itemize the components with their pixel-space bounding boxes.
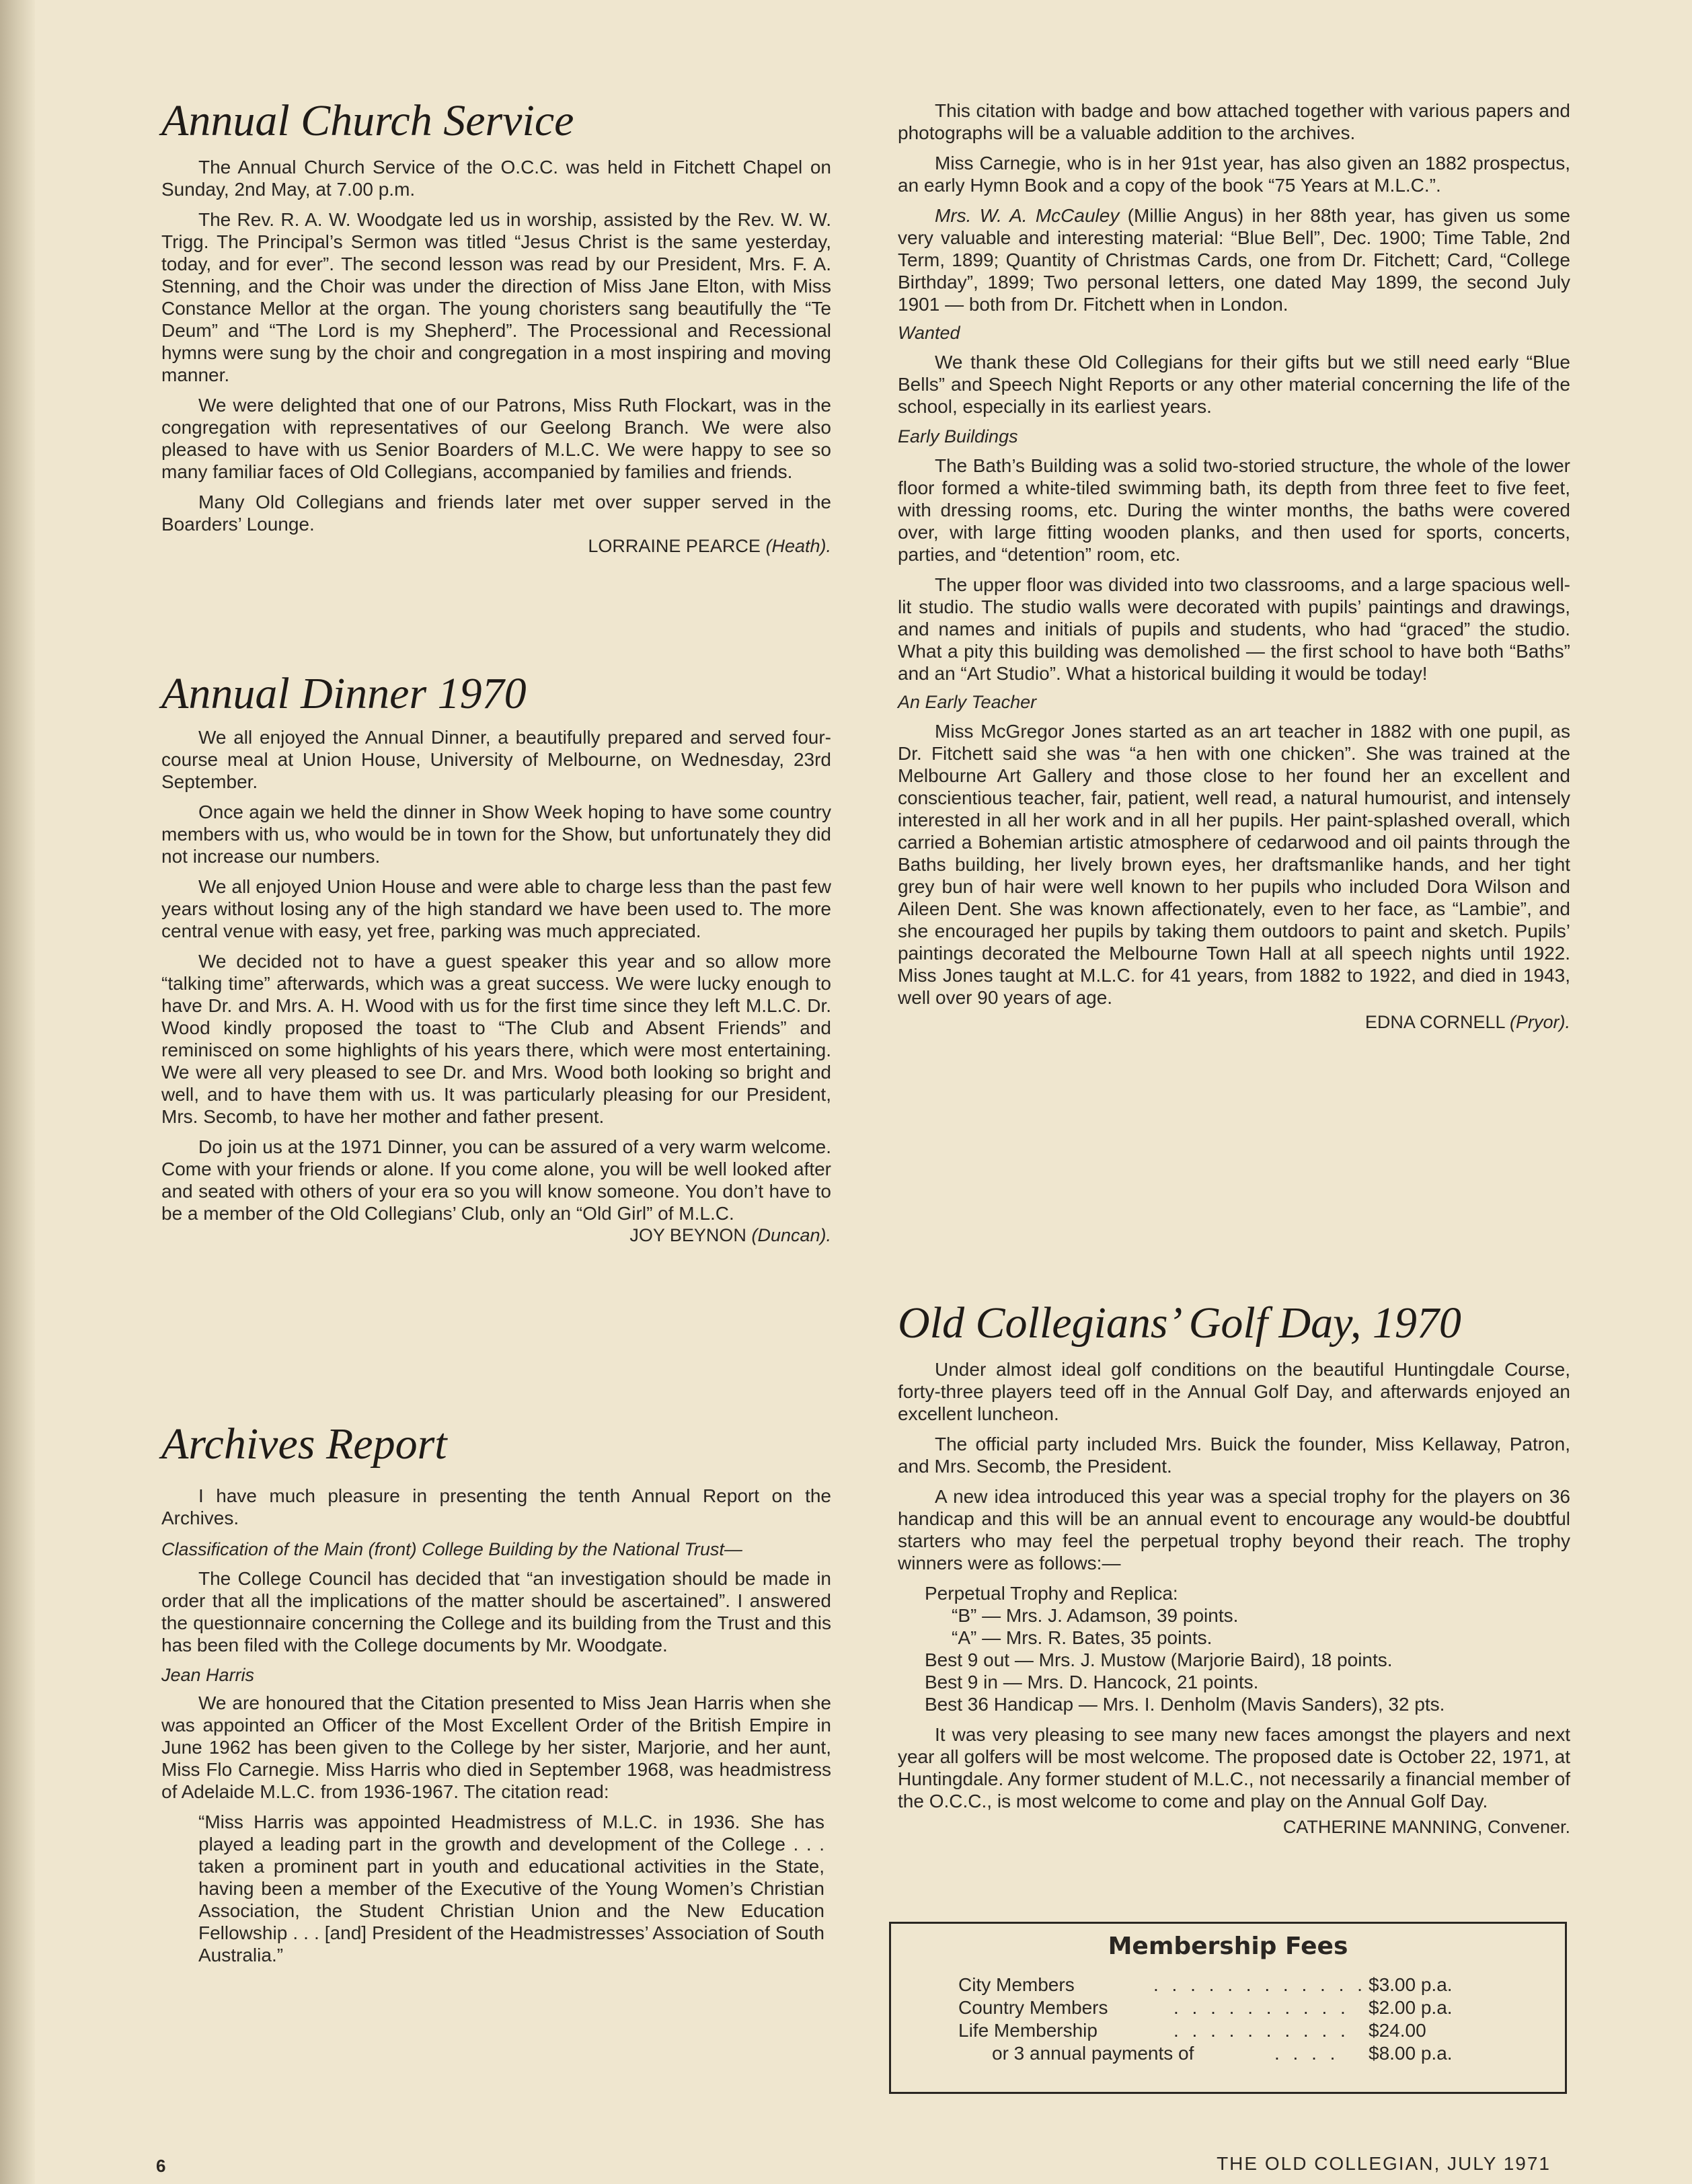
membership-fees-box — [889, 1922, 1567, 2094]
fee-leader-dots: . . . . . . . . . . . . — [1153, 1974, 1367, 1995]
early-buildings-para-2: The upper floor was divided into two classrooms, and a large spacious well-lit studio. The studio walls were decorated with pupils’ paintings and drawings, and names and initials of pupils and students, who had “graced” the studio. What a pity this building was demolished — the first school to have both “Baths” and an “Art Studio”. What a historical building it would be today! — [898, 574, 1570, 684]
wanted-para: We thank these Old Collegians for their gifts but we still need early “Blue Bells” and Speech Night Reports or any other material concerning the life of the school, especially in its earliest years. — [898, 352, 1570, 417]
fee-leader-dots: . . . . . . . . . . — [1174, 1997, 1350, 2018]
fee-row-installments — [958, 2042, 1496, 2065]
fee-leader-dots: . . . . — [1274, 2043, 1340, 2064]
winner-line: Best 9 in — Mrs. D. Hancock, 21 points. — [925, 1672, 1259, 1692]
archives-signature-maiden: (Pryor). — [1510, 1012, 1570, 1032]
fee-label: Country Members — [958, 1997, 1108, 2018]
running-footer: THE OLD COLLEGIAN, JULY 1971 — [1217, 2153, 1551, 2174]
fee-amount: $24.00 — [1369, 2020, 1426, 2041]
archives-para-1: I have much pleasure in presenting the tenth Annual Report on the Archives. — [161, 1485, 831, 1528]
archives-cont-para-3 — [898, 204, 1570, 315]
golf-para-1: Under almost ideal golf conditions on the beautiful Huntingdale Course, forty-three players teed off in the Annual Golf Day, and afterwards enjoyed an excellent luncheon. — [898, 1359, 1570, 1424]
dinner-para-3: We all enjoyed Union House and were able to charge less than the past few years without losing any of the high standard we have been used to. The more central venue with easy, yet free, parking was much appreciated. — [161, 876, 831, 941]
golf-para-3: A new idea introduced this year was a special trophy for the players on 36 handicap and this will be an annual event to encourage any would-be doubtful starters who may feel the perpetual trophy beyond their reach. The trophy winners were as follows:— — [898, 1486, 1570, 1573]
archives-report-heading: Archives Report — [161, 1419, 447, 1469]
early-teacher-para: Miss McGregor Jones started as an art teacher in 1882 with one pupil, as Dr. Fitchett said she was “a hen with one chicken”. She was trained at the Melbourne Art Gallery and those close to her found her an excellent and conscientious teacher, fair, patient, well read, a natural humourist, and intensely interested in all her work and in all her pupils. Her paint-splashed overall, which carried a Bohemian artistic atmosphere of cedarwood and oil paints through the Baths building, her lively brown eyes, her draftsmanlike hands, and her tight grey bun of hair were well known to her pupils who included Dora Wilson and Aileen Dent. She was known affectionately, even to her face, as “Lambie”, and she encouraged her pupils by taking them outdoors to paint and sketch. Pupils’ paintings decorated the Melbourne Town Hall at all speech nights until 1922. Miss Jones taught at M.L.C. for 41 years, from 1882 to 1922, and died in 1943, well over 90 years of age. — [898, 721, 1570, 1008]
archives-para-3: We are honoured that the Citation presented to Miss Jean Harris when she was appointed an Officer of the Most Excellent Order of the British Empire in June 1962 has been given to the College by her sister, Marjorie, and her aunt, Miss Flo Carnegie. Miss Harris who died in September 1968, was headmistress of Adelaide M.L.C. from 1936-1967. The citation read: — [161, 1692, 831, 1802]
dinner-signature-maiden: (Duncan). — [751, 1225, 831, 1245]
church-para-4: Many Old Collegians and friends later met over supper served in the Boarders’ Lounge. — [161, 492, 831, 535]
page-binding-edge — [0, 0, 35, 2184]
fee-label: City Members — [958, 1974, 1075, 1995]
church-signature-maiden: (Heath). — [765, 536, 831, 556]
fee-row-life — [958, 2019, 1496, 2042]
mccauley-name: Mrs. W. A. McCauley — [935, 205, 1120, 226]
dinner-para-2: Once again we held the dinner in Show Week hoping to have some country members with us, who would be in town for the Show, but unfortunately they did not increase our numbers. — [161, 802, 831, 867]
fee-amount: $3.00 p.a. — [1369, 1974, 1453, 1995]
golf-day-heading: Old Collegians’ Golf Day, 1970 — [898, 1298, 1461, 1348]
archives-cont-para-1: This citation with badge and bow attached together with various papers and photographs will be a valuable addition to the archives. — [898, 100, 1570, 143]
page-number: 6 — [156, 2156, 166, 2176]
dinner-para-5: Do join us at the 1971 Dinner, you can be assured of a very warm welcome. Come with your friends or alone. If you come alone, you will be well looked after and seated with others of your era so you will know someone. You don’t have to be a member of the Old Collegians’ Club, only an “Old Girl” of M.L.C. — [161, 1136, 831, 1224]
winner-line: Best 9 out — Mrs. J. Mustow (Marjorie Baird), 18 points. — [925, 1649, 1393, 1670]
archives-continued — [898, 100, 1570, 1034]
membership-fees-title: Membership Fees — [1108, 1933, 1348, 1960]
archives-signature — [898, 1011, 1570, 1034]
mccauley-text: (Millie Angus) in her 88th year, has given us some very valuable and interesting material: “Blue Bell”, Dec. 1900; Time Table, 2nd Term, 1899; Quantity of Christmas Cards, one from Dr. Fitchett; Card, “College Birthday”, 1899; Two personal letters, one dated May 1899, the second July 1901 — both from Dr. Fitchett when in London. — [898, 205, 1570, 315]
fee-row-city — [958, 1974, 1496, 1996]
winner-line: “A” — Mrs. R. Bates, 35 points. — [952, 1627, 1213, 1648]
early-teacher-subheading: An Early Teacher — [898, 692, 1037, 712]
archives-signature-name: EDNA CORNELL — [1364, 1012, 1505, 1032]
dinner-para-4: We decided not to have a guest speaker this year and so allow more “talking time” afterwards, which was a great success. We were lucky enough to have Dr. and Mrs. A. H. Wood with us for the first time since they left M.L.C. Dr. Wood kindly proposed the toast to “The Club and Absent Friends” and reminisced on some highlights of his years there, which were most entertaining. We were all very pleased to see Dr. and Mrs. Wood both looking so bright and well, and to have them with us. It was particularly pleasing for our President, Mrs. Secomb, to have her mother and father present. — [161, 951, 831, 1127]
church-signature — [161, 535, 831, 557]
winner-line: Perpetual Trophy and Replica: — [925, 1583, 1178, 1604]
archives-cont-para-2: Miss Carnegie, who is in her 91st year, has also given an 1882 prospectus, an early Hymn Book and a copy of the book “75 Years at M.L.C.”. — [898, 153, 1570, 196]
wanted-subheading: Wanted — [898, 323, 960, 343]
archives-para-2: The College Council has decided that “an investigation should be made in order that all the implications of the matter should be ascertained”. I answered the questionnaire concerning the College and its building from the Trust and this has been filed with the College documents by Mr. Woodgate. — [161, 1568, 831, 1655]
annual-dinner-heading: Annual Dinner 1970 — [161, 669, 527, 718]
dinner-signature — [161, 1224, 831, 1247]
fee-label: or 3 annual payments of — [992, 2043, 1194, 2064]
fee-amount: $8.00 p.a. — [1369, 2043, 1453, 2064]
golf-signature: CATHERINE MANNING, Convener. — [1282, 1817, 1570, 1837]
church-service-heading: Annual Church Service — [161, 96, 574, 145]
golf-day-article — [898, 1358, 1570, 1838]
fee-label: Life Membership — [958, 2020, 1098, 2041]
golf-para-4: It was very pleasing to see many new faces amongst the players and next year all golfers will be most welcome. The proposed date is October 22, 1971, at Huntingdale. Any former student of M.L.C., not necessarily a financial member of the O.C.C., is most welcome to come and play on the Annual Golf Day. — [898, 1724, 1570, 1811]
archives-report-article — [161, 1485, 831, 1966]
church-signature-name: LORRAINE PEARCE — [588, 536, 761, 556]
dinner-para-1: We all enjoyed the Annual Dinner, a beautifully prepared and served four-course meal at Union House, University of Melbourne, on Wednesday, 23rd September. — [161, 727, 831, 792]
winner-line: Best 36 Handicap — Mrs. I. Denholm (Mavis Sanders), 32 pts. — [925, 1694, 1445, 1715]
early-buildings-subheading: Early Buildings — [898, 426, 1018, 446]
golf-para-2: The official party included Mrs. Buick the founder, Miss Kellaway, Patron, and Mrs. Secomb, the President. — [898, 1434, 1570, 1477]
church-para-1: The Annual Church Service of the O.C.C. was held in Fitchett Chapel on Sunday, 2nd May, at 7.00 p.m. — [161, 157, 831, 200]
archives-subheading-classification: Classification of the Main (front) College Building by the National Trust— — [161, 1539, 742, 1559]
fee-leader-dots: . . . . . . . . . . — [1174, 2020, 1350, 2041]
church-para-2: The Rev. R. A. W. Woodgate led us in worship, assisted by the Rev. W. W. Trigg. The Principal’s Sermon was titled “Jesus Christ is the same yesterday, today, and for ever”. The second lesson was read by our President, Mrs. F. A. Stenning, and the Choir was under the direction of Miss Jane Elton, with Miss Constance Mellor at the organ. The young choristers sang beautifully the “Te Deum” and “The Lord is my Shepherd”. The Processional and Recessional hymns were sung by the choir and congregation in a most inspiring and moving manner. — [161, 209, 831, 385]
church-service-article — [161, 156, 831, 557]
fee-row-country — [958, 1996, 1496, 2019]
winner-line: “B” — Mrs. J. Adamson, 39 points. — [952, 1605, 1239, 1626]
fee-amount: $2.00 p.a. — [1369, 1997, 1453, 2018]
annual-dinner-article — [161, 726, 831, 1247]
church-para-3: We were delighted that one of our Patrons, Miss Ruth Flockart, was in the congregation with representatives of our Geelong Branch. We were also pleased to have with us Senior Boarders of M.L.C. We were happy to see so many familiar faces of Old Collegians, accompanied by families and friends. — [161, 395, 831, 482]
trophy-winners-list — [898, 1582, 1570, 1715]
early-buildings-para-1: The Bath’s Building was a solid two-storied structure, the whole of the lower floor formed a white-tiled swimming bath, its depth from three feet to five feet, with dressing rooms, etc. During the winter months, the baths were covered over, with large fitting wooden planks, and then used for sports, concerts, parties, and “detention” room, etc. — [898, 455, 1570, 565]
dinner-signature-name: JOY BEYNON — [629, 1225, 746, 1245]
citation-quote — [161, 1811, 831, 1966]
citation-quote-text: “Miss Harris was appointed Headmistress of M.L.C. in 1936. She has played a leading part in the growth and development of the College . . . taken a prominent part in youth and educational activities in the State, having been a member of the Executive of the Young Women’s Christian Association, the Student Christian Union and the New Education Fellowship . . . [and] President of the Headmistresses’ Association of South Australia.” — [198, 1811, 824, 1965]
archives-subheading-jean-harris: Jean Harris — [161, 1665, 255, 1685]
